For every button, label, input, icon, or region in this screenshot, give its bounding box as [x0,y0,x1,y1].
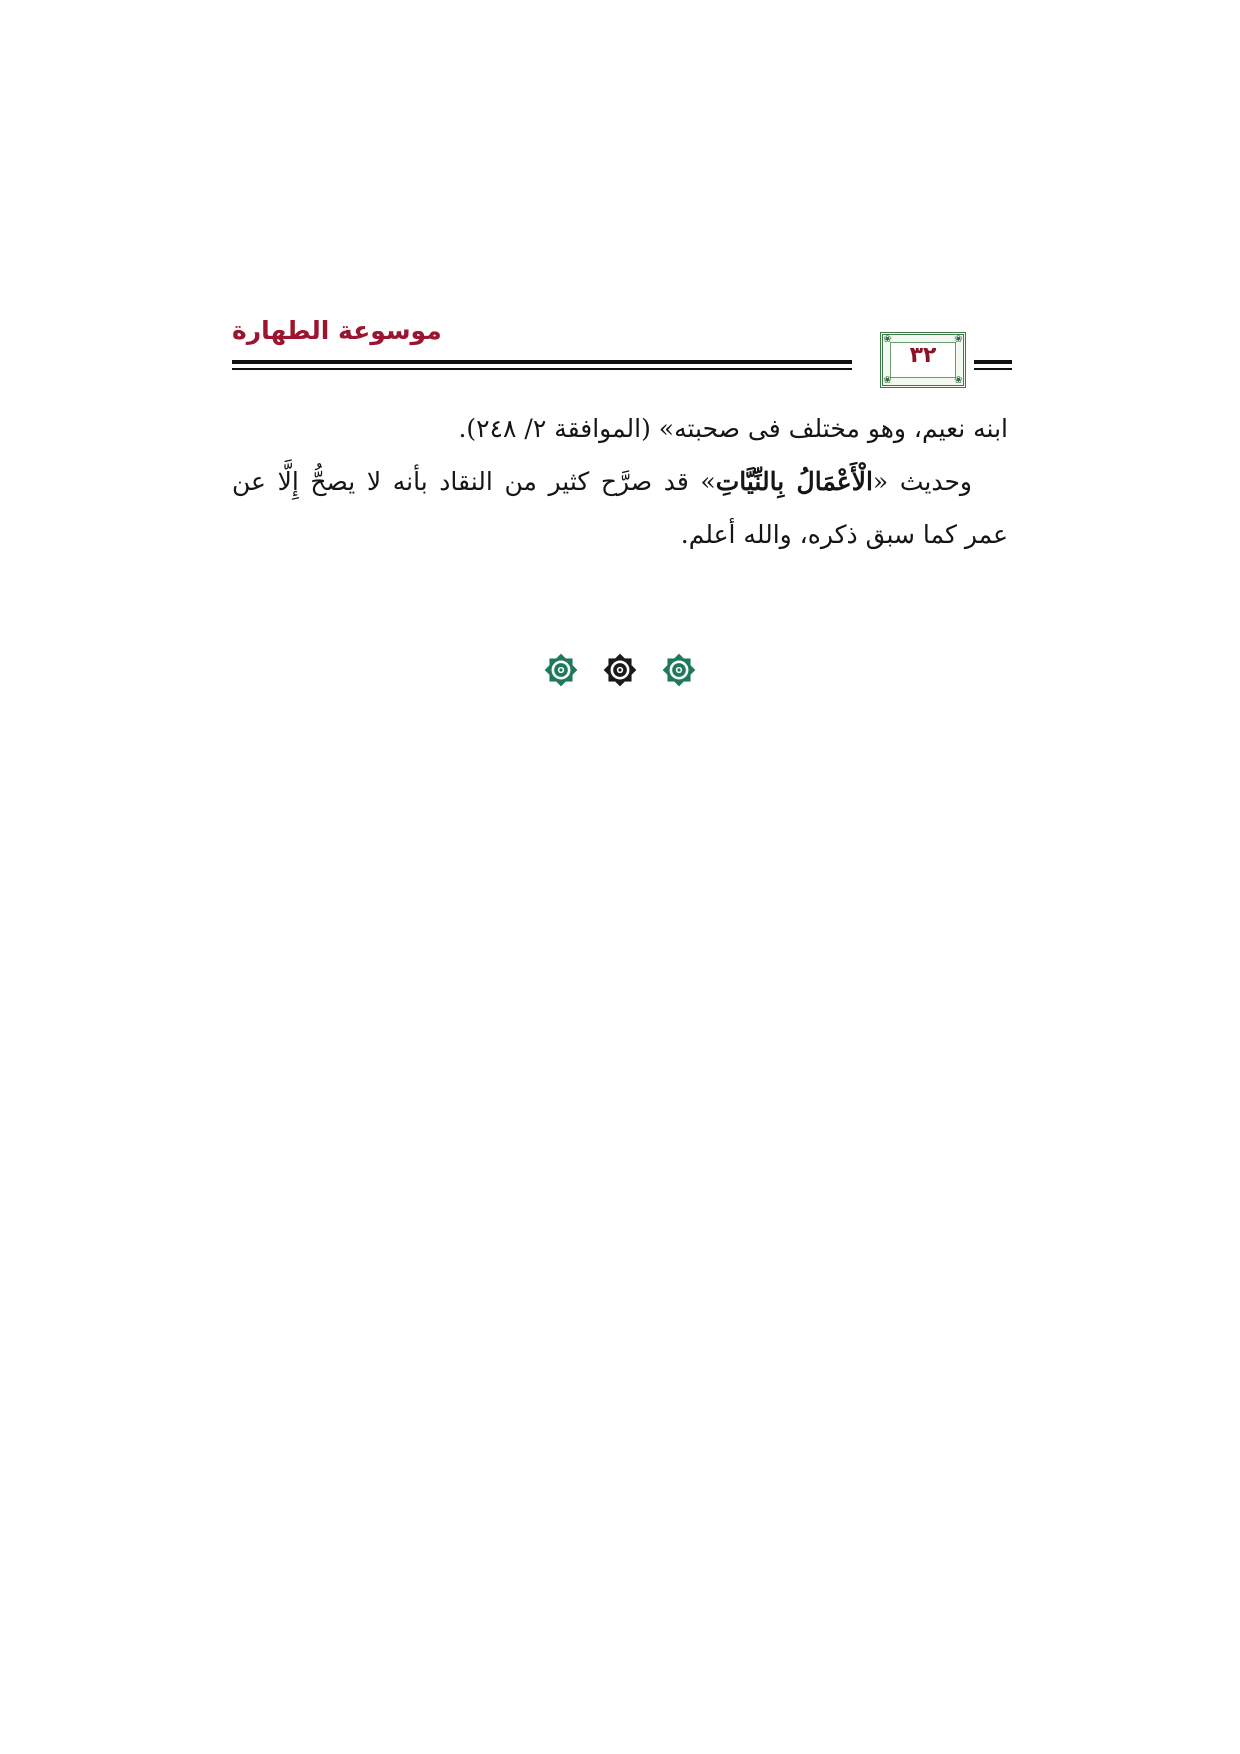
body-text [232,402,1008,561]
corner-flourish-icon: ❀ [954,334,963,345]
corner-flourish-icon: ❀ [883,334,892,345]
corner-flourish-icon: ❀ [954,375,963,386]
header-rule-end [974,360,1012,370]
paragraph: ابنه نعيم، وهو مختلف فى صحبته» (الموافقة ٢/ ٢٤٨). [458,414,1008,443]
paragraph-tail: » قد صرَّح كثير من النقاد بأنه لا يصحُّ إِلَّا عن عمر كما سبق ذكره، والله أعلم. [232,467,1008,549]
page-number-frame [880,332,966,388]
hadith-quote: الْأَعْمَالُ بِالنِّيَّاتِ [715,467,873,496]
star-ornament-icon [599,649,641,691]
star-ornament-icon [540,649,582,691]
paragraph [232,455,1008,561]
corner-flourish-icon: ❀ [883,375,892,386]
book-title: موسوعة الطهارة [232,316,442,345]
section-divider [540,648,700,692]
page-number: ٣٢ [909,343,937,368]
paragraph-lead: وحديث « [872,467,972,496]
header-rule [232,360,852,370]
page-header [232,312,1012,392]
star-ornament-icon [658,649,700,691]
